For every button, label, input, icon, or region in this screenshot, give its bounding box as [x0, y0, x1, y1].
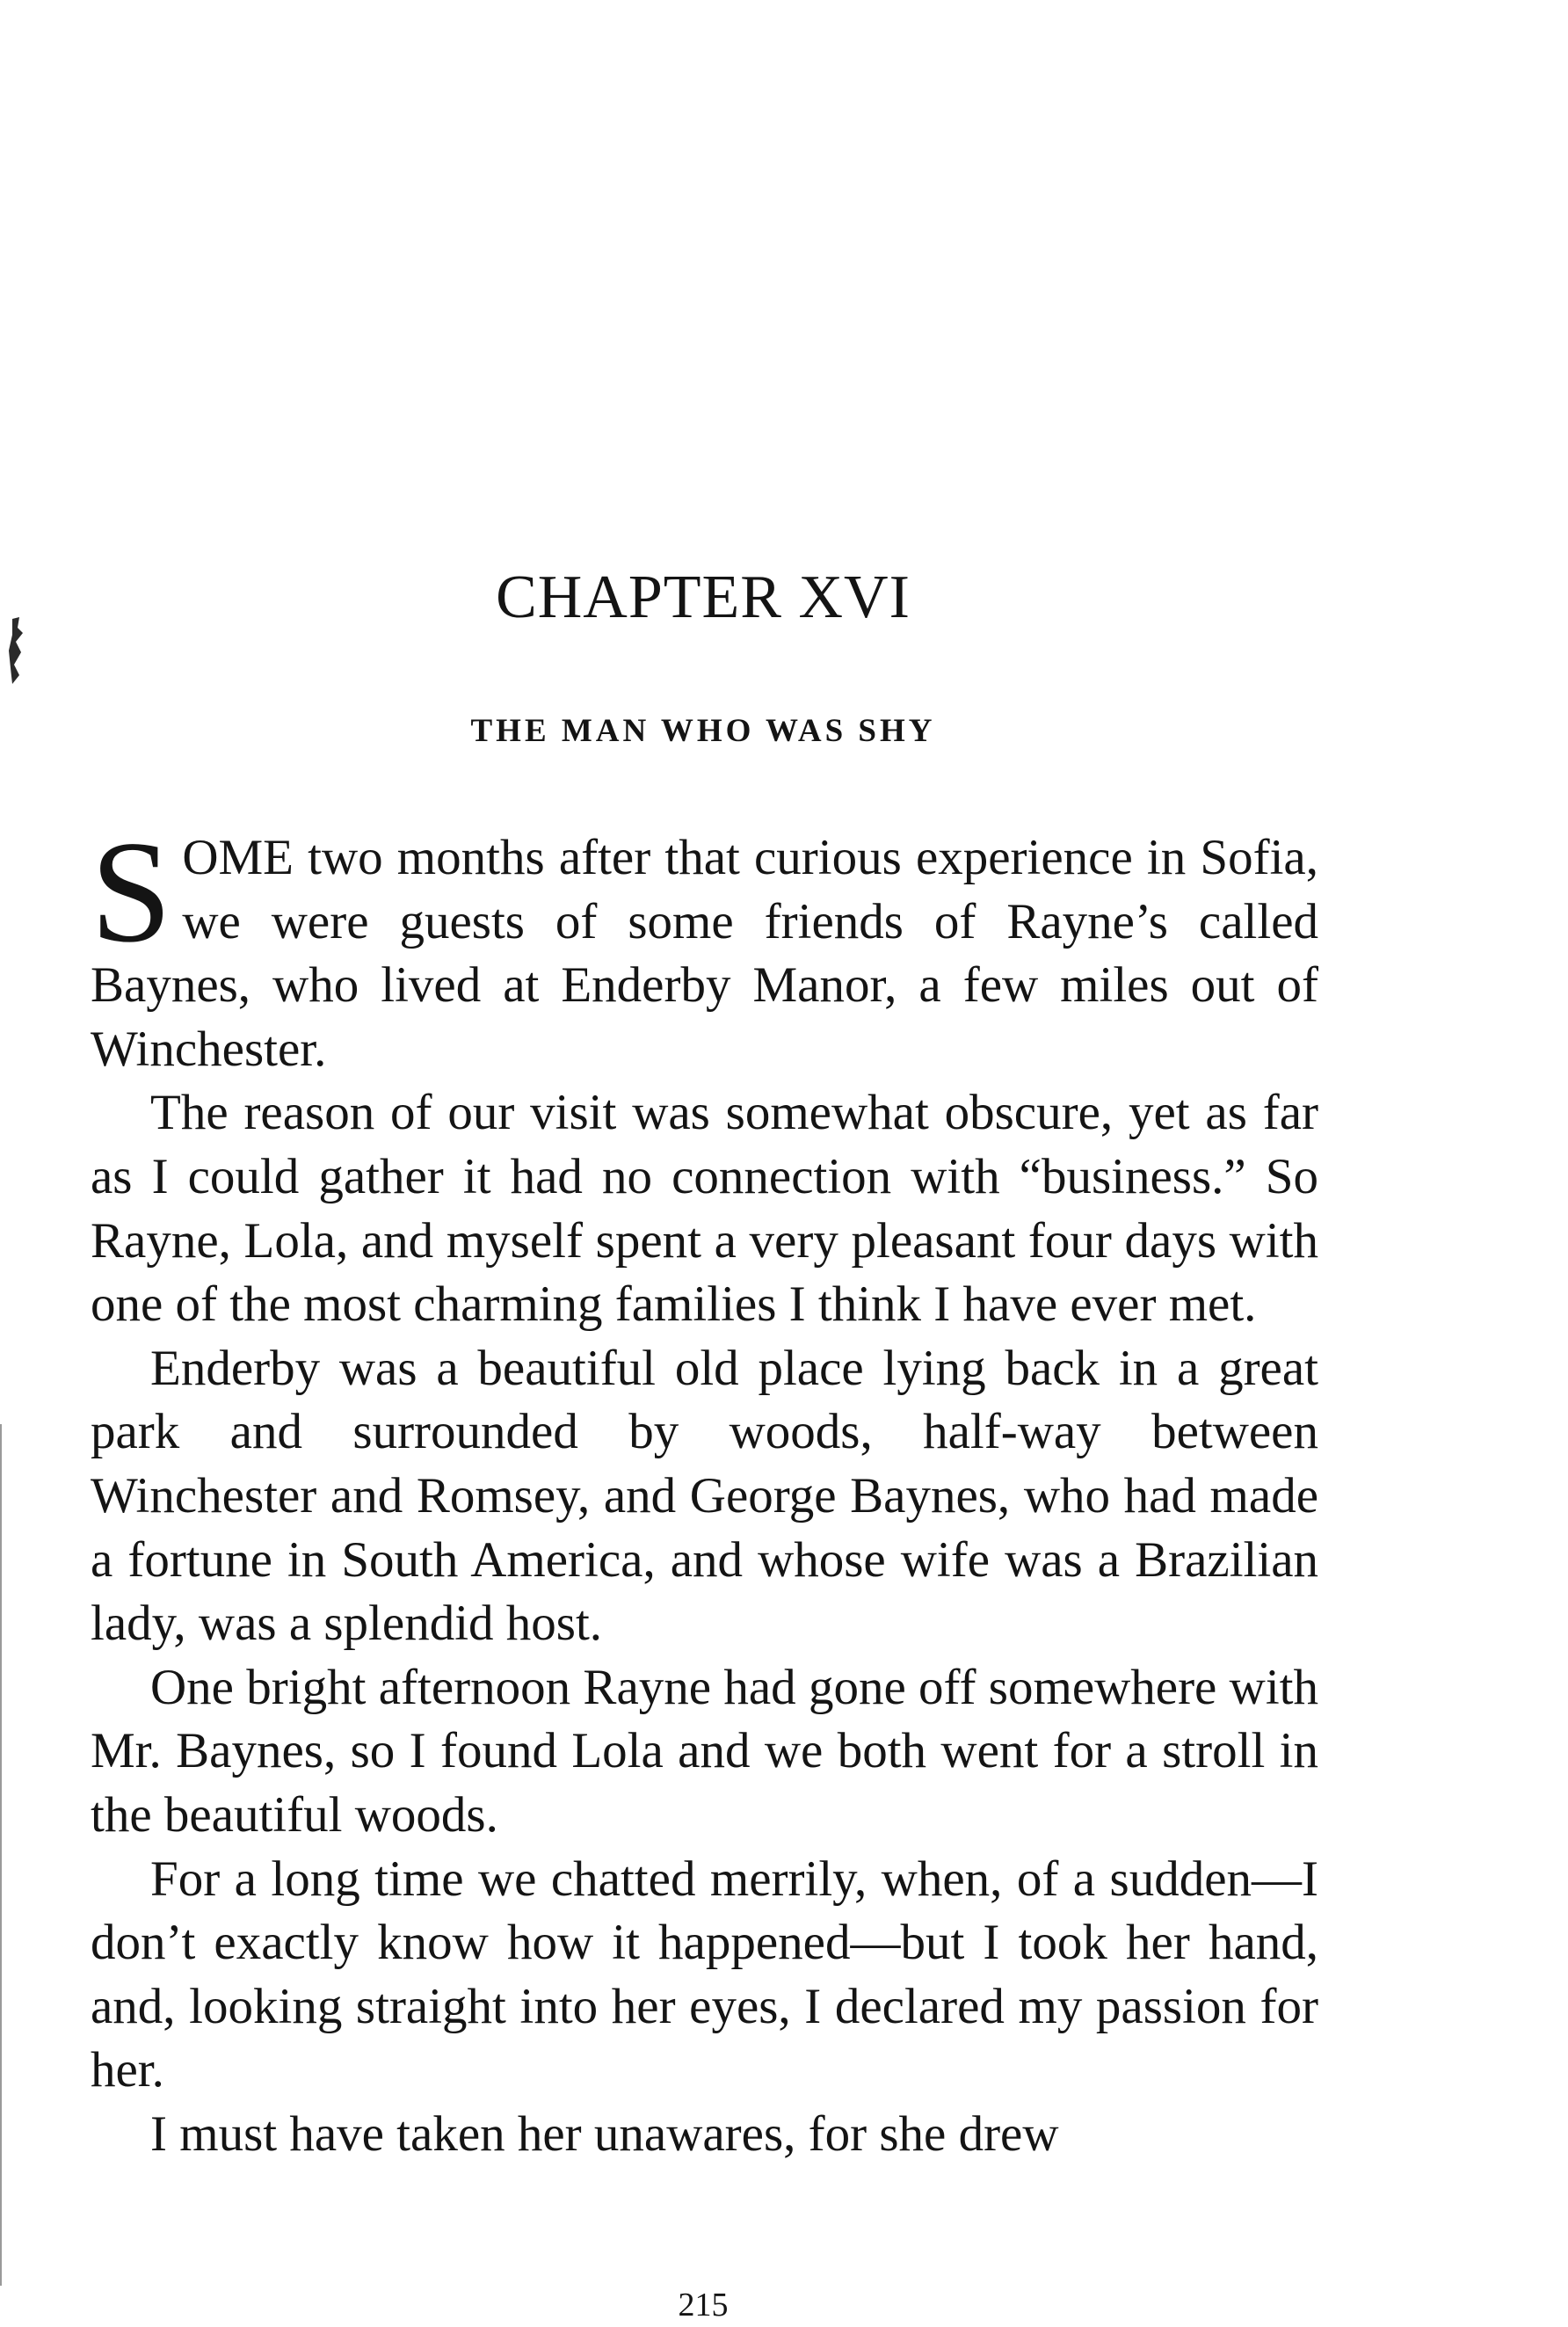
paragraph: [91, 811, 1318, 1081]
paragraph: One bright afternoon Rayne had gone off somewhere with Mr. Baynes, so I found Lola and we both went for a stroll in the beautiful woods.: [91, 1659, 1318, 1843]
chapter-title: CHAPTER XVI: [496, 564, 911, 631]
page-edge-line: [0, 1424, 2, 2286]
chapter-subtitle: THE MAN WHO WAS SHY: [470, 713, 936, 749]
page-number: 215: [678, 2287, 729, 2323]
drop-cap-letter: S: [91, 811, 172, 972]
paragraph: The reason of our visit was somewhat obscure, yet as far as I could gather it had no connection with “business.” So Rayne, Lola, and myself spent a very pleasant four days with one of the most charming families I think I have ever met.: [91, 1085, 1318, 1333]
paragraph: Enderby was a beautiful old place lying back in a great park and surrounded by woods, half-way between Winchester and Romsey, and George Baynes, who had made a fortune in South America, and whose wife was a Brazilian lady, was a splendid host.: [91, 1340, 1318, 1652]
paragraph: I must have taken her unawares, for she drew: [150, 2105, 1059, 2162]
paragraph: For a long time we chatted merrily, when, of a sudden—I don’t exactly know how it happened—but I took her hand, and, looking straight into her eyes, I declared my passion for her.: [91, 1851, 1318, 2098]
paragraph-text: OME two months after that curious experience in Sofia, we were guests of some friends of Rayne’s called Baynes, who lived at Enderby Manor, a few miles out of Winchester.: [91, 830, 1318, 1077]
chapter-body: [91, 811, 1318, 2166]
